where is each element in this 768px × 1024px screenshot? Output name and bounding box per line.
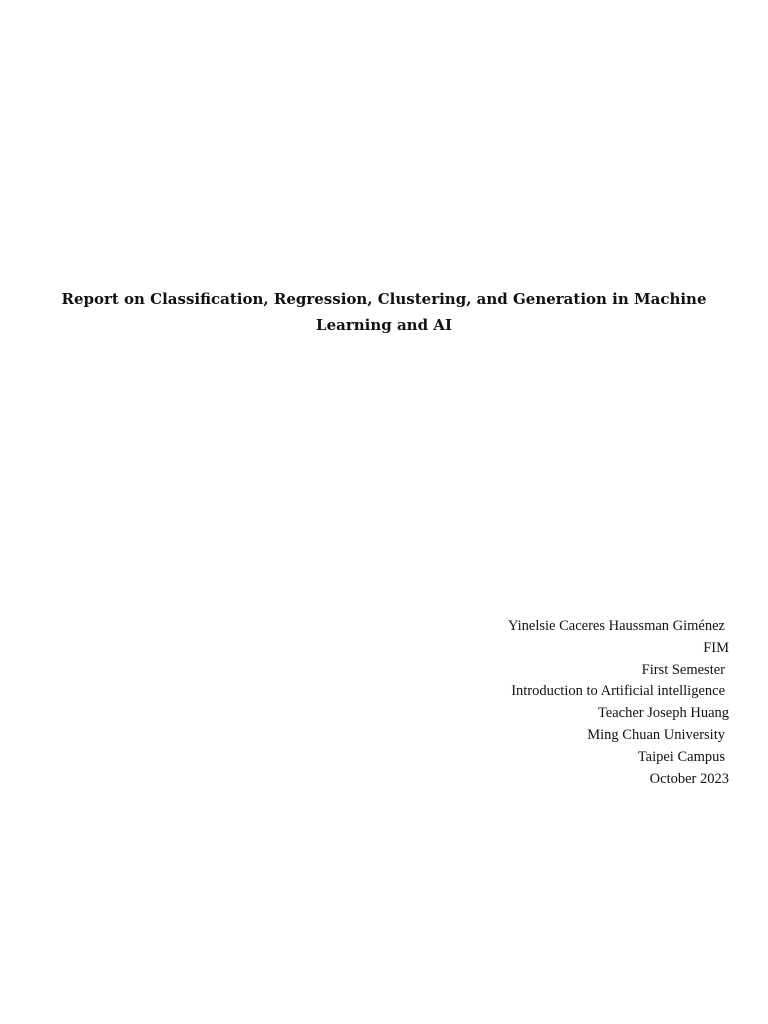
author-name: Yinelsie Caceres Haussman Giménez bbox=[507, 618, 725, 634]
report-title bbox=[40, 286, 728, 338]
course-name: Introduction to Artificial intelligence bbox=[511, 683, 725, 700]
campus-name: Taipei Campus bbox=[637, 748, 725, 765]
university-name: Ming Chuan University bbox=[587, 726, 725, 743]
teacher-name: Teacher Joseph Huang bbox=[597, 705, 729, 722]
date: October 2023 bbox=[649, 770, 729, 787]
program-name: FIM bbox=[703, 639, 729, 656]
title-line-1: Report on Classification, Regression, Clustering, and Generation in Machine bbox=[61, 290, 707, 308]
title-line-2: Learning and AI bbox=[316, 316, 452, 334]
author-info-block bbox=[369, 616, 729, 790]
semester: First Semester bbox=[641, 661, 725, 678]
